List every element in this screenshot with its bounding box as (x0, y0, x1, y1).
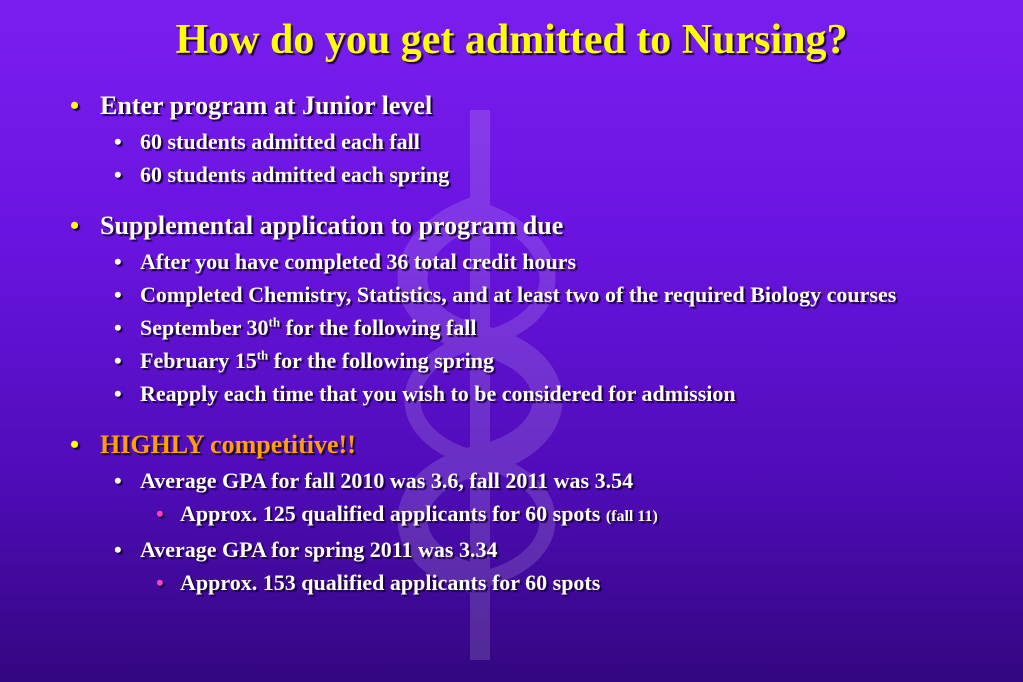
bullet-marker: • (156, 501, 164, 526)
bullet-text: 60 students admitted each spring (140, 162, 450, 187)
bullet-text: Supplemental application to program due (100, 211, 564, 240)
sub-bullet-fall-gpa (70, 467, 1010, 494)
bullet-marker: • (114, 348, 122, 373)
deadline-date: September 30 (140, 315, 269, 340)
sub-bullet-required-courses (70, 281, 1010, 308)
bullet-marker: • (114, 468, 122, 493)
sub-bullet-fall-deadline (70, 314, 1010, 341)
bullet-marker: • (114, 381, 122, 406)
sub-bullet-spring-gpa (70, 536, 1010, 563)
bullet-highly-competitive (70, 429, 1010, 461)
bullet-text: Reapply each time that you wish to be considered for admission (140, 381, 736, 406)
term-note: (fall 11) (605, 508, 658, 525)
bullet-marker: • (114, 249, 122, 274)
deadline-text: for the following fall (280, 315, 477, 340)
bullet-supplemental-application (70, 210, 1010, 242)
bullet-marker: • (70, 211, 80, 240)
bullet-marker: • (114, 162, 122, 187)
sub-bullet-reapply (70, 380, 1010, 407)
bullet-marker: • (114, 282, 122, 307)
deadline-date: February 15 (140, 348, 257, 373)
sub-bullet-fall-admissions (70, 128, 1010, 155)
bullet-text: Approx. 153 qualified applicants for 60 spots (180, 570, 601, 595)
bullet-marker: • (70, 430, 80, 459)
bullet-text: HIGHLY competitive!! (100, 430, 356, 459)
bullet-marker: • (114, 537, 122, 562)
sub-bullet-credit-hours (70, 248, 1010, 275)
ordinal-suffix: th (268, 314, 281, 330)
ordinal-suffix: th (256, 347, 269, 363)
bullet-text: After you have completed 36 total credit hours (140, 249, 577, 274)
bullet-text: Average GPA for spring 2011 was 3.34 (140, 537, 498, 562)
sub-bullet-spring-admissions (70, 161, 1010, 188)
bullet-marker: • (156, 570, 164, 595)
bullet-marker: • (70, 91, 80, 120)
sub-sub-bullet-fall-applicants (70, 500, 1010, 530)
bullet-text: Average GPA for fall 2010 was 3.6, fall 2011 was 3.54 (140, 468, 634, 493)
bullet-marker: • (114, 129, 122, 154)
deadline-text: for the following spring (268, 348, 494, 373)
sub-sub-bullet-spring-applicants (70, 569, 1010, 596)
sub-bullet-spring-deadline (70, 347, 1010, 374)
bullet-text: Enter program at Junior level (100, 91, 433, 120)
bullet-text: Approx. 125 qualified applicants for 60 spots (180, 501, 606, 526)
bullet-enter-program (70, 90, 1010, 122)
bullet-text: 60 students admitted each fall (140, 129, 420, 154)
bullet-marker: • (114, 315, 122, 340)
bullet-text: Completed Chemistry, Statistics, and at least two of the required Biology courses (140, 282, 897, 307)
page-title: How do you get admitted to Nursing? (175, 17, 848, 63)
